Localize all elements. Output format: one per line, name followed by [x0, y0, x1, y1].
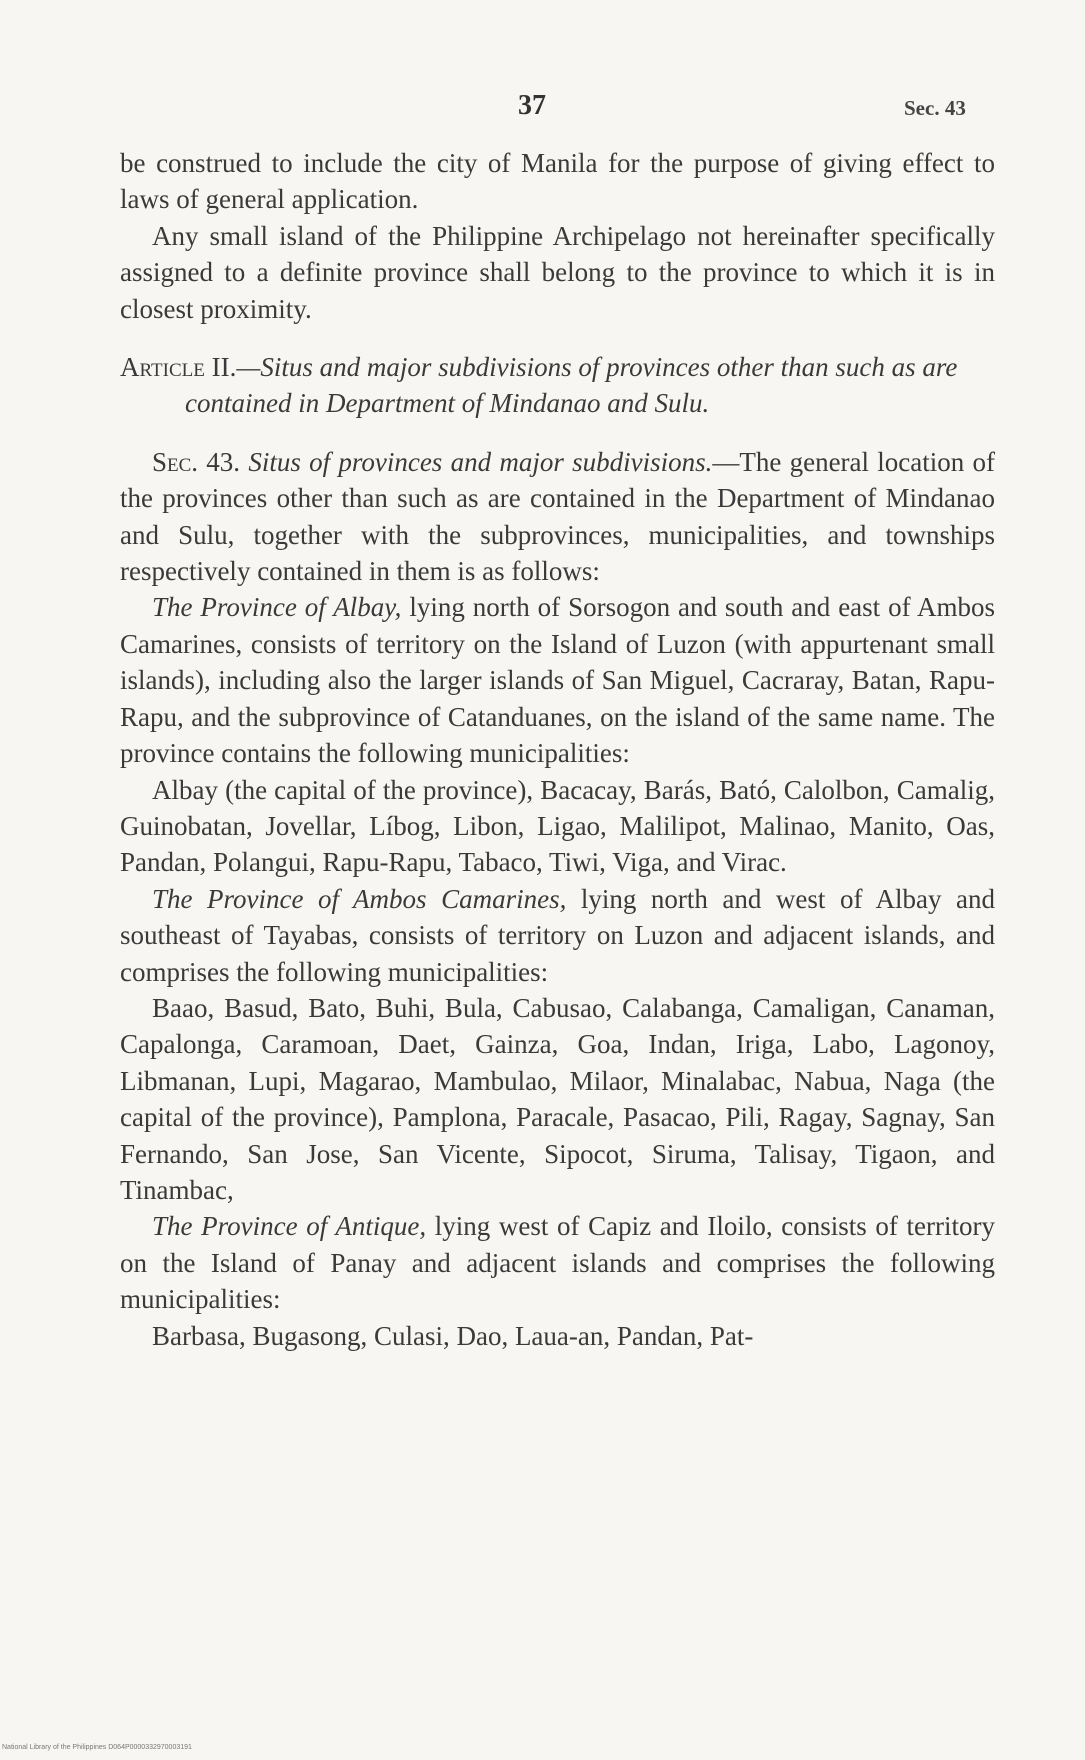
ambos-camarines-title: The Province of Ambos Camarines,: [152, 883, 567, 914]
scan-footer: National Library of the Philippines D064P0000332970003191: [2, 1744, 192, 1751]
section-43-paragraph: [120, 444, 995, 590]
paragraph-continuation: be construed to include the city of Manila for the purpose of giving effect to laws of general application.: [120, 148, 995, 215]
page-body: [120, 145, 995, 1354]
antique-text: lying west of Capiz and Iloilo, consists of territory on the Island of Panay and adjacent islands and comprises the following municipalities:: [120, 1211, 995, 1315]
albay-title: The Province of Albay,: [152, 592, 402, 623]
paragraph-small-islands: Any small island of the Philippine Archipelago not hereinafter specifically assigned to a definite province shall belong to the province to which it is in closest proximity.: [120, 220, 995, 324]
article-title: —Situs and major subdivisions of provinces other than such as are contained in Department of Mindanao and Sulu.: [185, 352, 958, 419]
section-reference: Sec. 43: [904, 96, 966, 120]
section-label: Sec. 43.: [152, 446, 241, 477]
albay-paragraph: [120, 589, 995, 771]
albay-text: lying north of Sorsogon and south and east of Ambos Camarines, consists of territory on the Island of Luzon (with appurtenant small islands), including also the larger islands of San Miguel, Cacraray, Batan, Rapu-Rapu, and the subprovince of Catanduanes, on the island of the same name. The province contains the following municipalities:: [120, 592, 995, 769]
antique-municipalities: Barbasa, Bugasong, Culasi, Dao, Laua-an, Pandan, Pat-: [152, 1320, 754, 1351]
antique-paragraph: [120, 1208, 995, 1317]
article-label: Article II.: [120, 352, 237, 383]
ambos-camarines-municipalities: Baao, Basud, Bato, Buhi, Bula, Cabusao, Calabanga, Camaligan, Canaman, Capalonga, Caramoan, Daet, Gainza, Goa, Indan, Iriga, Labo, Lagonoy, Libmanan, Lupi, Magarao, Mambulao, Milaor, Minalabac, Nabua, Naga (the capital of the province), Pamplona, Paracale, Pasacao, Pili, Ragay, Sagnay, San Fernando, San Jose, San Vicente, Sipocot, Siruma, Talisay, Tigaon, and Tinambac,: [120, 992, 995, 1205]
section-title: Situs of provinces and major subdivisions.: [248, 446, 713, 477]
ambos-camarines-text: lying north and west of Albay and southeast of Tayabas, consists of territory on Luzon and adjacent islands, and comprises the following municipalities:: [120, 883, 995, 987]
section-text: —The general location of the provinces other than such as are contained in the Department of Mindanao and Sulu, together with the subprovinces, municipalities, and townships respectively contained in them is as follows:: [120, 446, 996, 587]
albay-municipalities: Albay (the capital of the province), Bacacay, Barás, Bató, Calolbon, Camalig, Guinobatan, Jovellar, Líbog, Libon, Ligao, Malilipot, Malinao, Manito, Oas, Pandan, Polangui, Rapu-Rapu, Tabaco, Tiwi, Viga, and Virac.: [120, 774, 995, 878]
antique-title: The Province of Antique,: [152, 1211, 427, 1242]
ambos-camarines-paragraph: [120, 881, 995, 990]
article-heading: [120, 349, 995, 422]
page-number: 37: [518, 90, 546, 121]
